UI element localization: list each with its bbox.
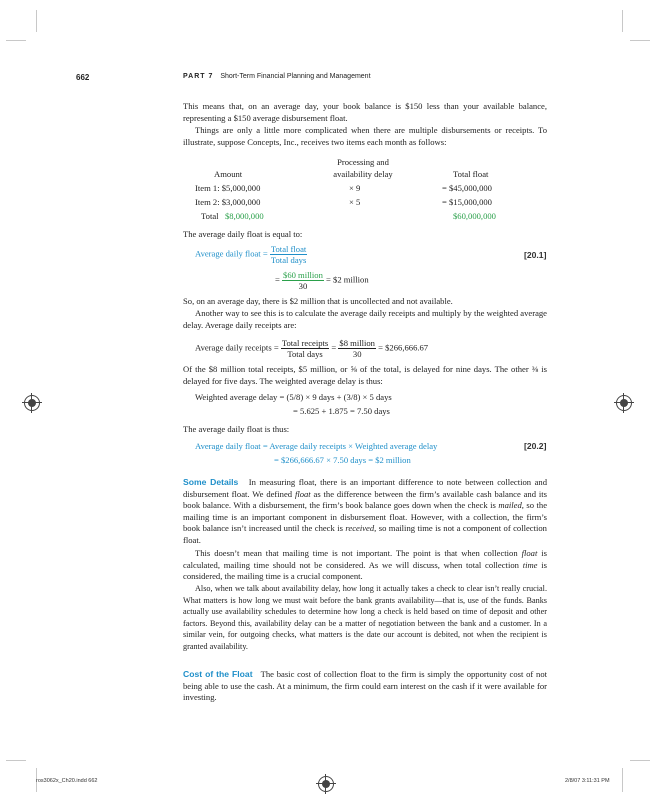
part-title: Short-Term Financial Planning and Management <box>220 73 371 80</box>
equation-20-1 <box>195 244 307 265</box>
text-run: is considered, the mailing time is a crucial component. <box>183 559 547 582</box>
text-run: This doesn’t mean that mailing time is not important. The point is that when collection <box>195 548 518 558</box>
text-run: is calculated, mailing time should not be considered. As we will discuss, when total collection <box>183 548 548 570</box>
fraction-denominator: 30 <box>352 349 362 359</box>
text-run-italic: time <box>522 559 538 570</box>
table-cell-float: = $15,000,000 <box>442 197 492 207</box>
crop-mark <box>6 40 26 41</box>
fraction <box>270 244 307 265</box>
footer-file: ros3062x_Ch20.indd 662 <box>36 778 98 784</box>
crop-mark <box>6 760 26 761</box>
part-label: PART 7 <box>183 73 214 80</box>
equation-result: = $2 million <box>326 274 369 285</box>
table-total-label: Total <box>201 211 219 221</box>
equation-average-receipts <box>195 338 428 359</box>
registration-mark-icon <box>616 395 632 411</box>
paragraph: The average daily float is equal to: <box>183 229 303 239</box>
paragraph: So, on an average day, there is $2 million that is uncollected and not available. <box>183 296 453 306</box>
fraction <box>282 270 324 291</box>
fraction-numerator: Total receipts <box>281 338 329 348</box>
paragraph: Things are only a little more complicated when there are multiple disbursements or receipts. To illustrate, suppose Concepts, Inc., receives two items each month as follows: <box>183 125 547 147</box>
registration-mark-icon <box>24 395 40 411</box>
table-cell-delay: × 5 <box>349 197 361 207</box>
equation-weighted-delay-line2: = 5.625 + 1.875 = 7.50 days <box>293 406 390 416</box>
table-header-delay-2: availability delay <box>333 169 393 179</box>
equals-sign: = <box>331 342 337 353</box>
crop-mark <box>36 10 37 32</box>
equation-weighted-delay-line1: Weighted average delay = (5/8) × 9 days + (3/8) × 5 days <box>195 392 392 402</box>
registration-mark-icon <box>318 776 334 792</box>
text-run-italic: mailed, <box>498 500 524 511</box>
crop-mark <box>622 10 623 32</box>
page-number: 662 <box>76 73 90 82</box>
fraction <box>281 338 329 359</box>
crop-mark <box>630 760 650 761</box>
fraction-denominator: Total days <box>270 255 307 265</box>
crop-mark <box>622 768 623 792</box>
fraction-denominator: Total days <box>287 349 323 359</box>
equation-20-2-line1: Average daily float = Average daily receipts × Weighted average delay <box>195 441 438 451</box>
paragraph <box>183 548 547 583</box>
text-run-italic: received, <box>345 523 377 534</box>
text-run: so mailing time is not a component of collection float. <box>183 523 547 545</box>
equation-lhs: Average daily float = <box>195 248 268 259</box>
text-run: The basic cost of collection float to the firm is simply the opportunity cost of not being able to use the cash. At a minimum, the firm could earn interest on the cash if it were available for investing. <box>183 669 548 703</box>
table-total-float: $60,000,000 <box>453 211 496 221</box>
equation-number: [20.2] <box>524 441 547 451</box>
running-header <box>183 73 371 80</box>
equation-number: [20.1] <box>524 250 547 260</box>
text-run: In measuring float, there is an important difference to note between collection and disbursement float. We defined <box>183 477 547 499</box>
section-heading: Some Details <box>183 477 239 487</box>
paragraph: This means that, on an average day, your book balance is $150 less than your available balance, representing a $150 average disbursement float. <box>183 101 547 123</box>
equation-20-1-line2 <box>275 270 369 291</box>
crop-mark <box>630 40 650 41</box>
paragraph: Another way to see this is to calculate the average daily receipts and multiply by the weighted average delay. Average daily receipts are: <box>183 308 547 330</box>
fraction-numerator: $8 million <box>339 338 375 348</box>
paragraph: The average daily float is thus: <box>183 424 290 434</box>
paragraph: Of the $8 million total receipts, $5 million, or ⅝ of the total, is delayed for nine days. The other ⅜ is delayed for five days. The weighted average delay is thus: <box>183 364 547 386</box>
section-heading: Cost of the Float <box>183 669 253 679</box>
table-cell-delay: × 9 <box>349 183 361 193</box>
table-cell-float: = $45,000,000 <box>442 183 492 193</box>
paragraph: Also, when we talk about availability delay, how long it actually takes a check to clear isn’t really crucial. What matters is how long we must wait before the bank grants availability—that is, use of the funds. Banks actually use availability schedules to determine how long a check is held based on time of deposit and other factors. Beyond this, availability delay can be a matter of negotiation between the bank and a customer. In a similar vein, for outgoing checks, what matters is the date our account is debited, not when the recipient is granted availability. <box>183 584 547 651</box>
table-cell-amount: Item 1: $5,000,000 <box>195 183 261 193</box>
fraction-numerator: $60 million <box>283 270 323 280</box>
equation-20-2-line2: = $266,666.67 × 7.50 days = $2 million <box>274 455 411 465</box>
equation-lhs: Average daily receipts = <box>195 342 279 353</box>
text-run: as the difference between the firm’s available cash balance and its book balance. With a disbursement, the firm’s book balance goes down when the check is <box>183 488 547 511</box>
table-header-amount: Amount <box>214 169 243 179</box>
text-run-italic: float <box>521 548 538 558</box>
table-total-amount: $8,000,000 <box>225 211 264 221</box>
section-some-details <box>183 477 547 547</box>
fraction-denominator: 30 <box>298 281 308 291</box>
table-header-float: Total float <box>453 169 489 179</box>
text-run-italic: float <box>294 488 311 499</box>
equals-sign: = <box>275 274 280 285</box>
fraction-numerator: Total float <box>270 244 307 254</box>
section-cost-of-float <box>183 669 547 704</box>
text-run: so the mailing time is an important component in disbursement float. However, with a collection, the firm’s book balance isn’t increased until the check is <box>183 500 548 534</box>
equation-result: = $266,666.67 <box>378 342 429 353</box>
table-header-delay-1: Processing and <box>337 157 389 167</box>
fraction <box>338 338 376 359</box>
table-cell-amount: Item 2: $3,000,000 <box>195 197 261 207</box>
footer-date: 2/8/07 3:11:31 PM <box>565 778 610 784</box>
